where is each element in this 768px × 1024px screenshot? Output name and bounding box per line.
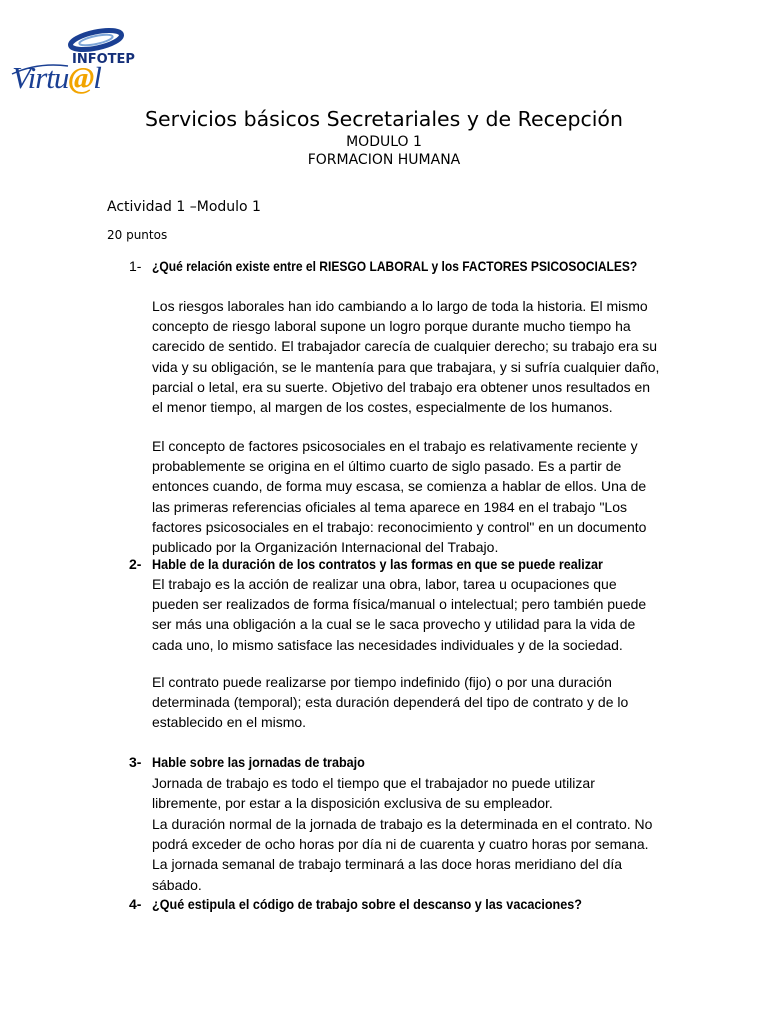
answer-paragraph: El contrato puede realizarse por tiempo indefinido (fijo) o por una duración determinada (temporal); esta duración dependerá del tipo de contrato y de lo establecido en el mismo. <box>152 674 629 731</box>
logo-infotep-text: INFOTEP <box>72 52 135 67</box>
course-subtitle: FORMACION HUMANA <box>307 152 461 168</box>
module-subtitle: MODULO 1 <box>346 134 422 150</box>
answer-paragraph: Los riesgos laborales han ido cambiando a lo largo de toda la historia. El mismo concepto de riesgo laboral supone un logro porque durante mucho tiempo ha carecido de sentido. El trabajador carecía de cualquier derecho; su trabajo era su vida y su obligación, se le mantenía para que trabajara, y si sufría cualquier daño, parcial o letal, era su suerte. Objetivo del trabajo era obtener unos resultados en el menor tiempo, al margen de los costes, especialmente de los humanos. <box>152 298 660 416</box>
answer-paragraph: Jornada de trabajo es todo el tiempo que el trabajador no puede utilizar libremente, por estar a la disposición exclusiva de su empleador. <box>152 775 595 812</box>
question-number: 2- <box>129 556 142 572</box>
answer-paragraph: El concepto de factores psicosociales en el trabajo es relativamente reciente y probablemente se origina en el último cuarto de siglo pasado. Es a partir de entonces cuando, de forma muy escasa, se comienza a hablar de ellos. Una de las primeras referencias oficiales al tema aparece en 1984 en el trabajo "Los factores psicosociales en el trabajo: reconocimiento y control" en un documento publicado por la Organización Internacional del Trabajo. <box>152 438 647 556</box>
answer-paragraph: La duración normal de la jornada de trabajo es la determinada en el contrato. No podrá exceder de ocho horas por día ni de cuarenta y cuatro horas por semana. La jornada semanal de trabajo terminará a las doce horas meridiano del día sábado. <box>152 816 653 893</box>
activity-label: Actividad 1 –Modulo 1 <box>107 199 261 215</box>
question-heading: Hable sobre las jornadas de trabajo <box>152 754 365 770</box>
points-label: 20 puntos <box>107 228 168 242</box>
infotep-virtual-logo <box>8 22 135 100</box>
question-number: 4- <box>129 896 142 912</box>
question-number: 1- <box>129 258 142 274</box>
answer-paragraph: El trabajo es la acción de realizar una obra, labor, tarea u ocupaciones que pueden ser realizados de forma física/manual o intelectual; pero también puede ser más una obligación a la cual se le saca provecho y utilidad para la vida de cada uno, lo mismo satisface las necesidades individuales y de la sociedad. <box>152 576 647 653</box>
question-heading: ¿Qué estipula el código de trabajo sobre el descanso y las vacaciones? <box>152 896 582 912</box>
question-number: 3- <box>129 754 142 770</box>
document-title: Servicios básicos Secretariales y de Recepción <box>145 107 623 131</box>
logo-virtual-text: Virtu@l <box>12 60 101 95</box>
question-heading: ¿Qué relación existe entre el RIESGO LABORAL y los FACTORES PSICOSOCIALES? <box>152 258 638 274</box>
question-heading: Hable de la duración de los contratos y las formas en que se puede realizar <box>152 556 603 572</box>
